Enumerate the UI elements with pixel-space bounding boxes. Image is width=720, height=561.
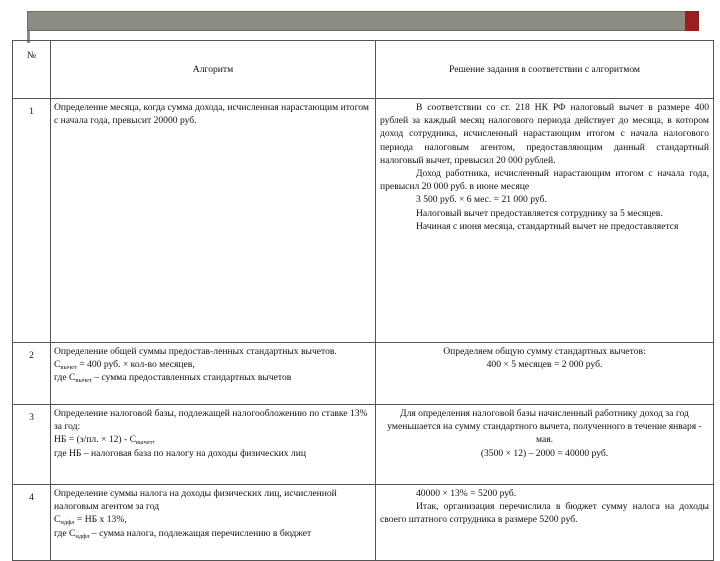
algorithm-formula: НБ = (з/пл. × $12) - С_{вычет}$, [54,434,155,447]
slide-top-bar [27,11,699,31]
solution-para: Начиная с июня месяца, стандартный вычет не предоставляется [416,220,679,232]
solution-para: Определяем общую сумму стандартных вычетов: [443,346,646,357]
algorithm-text: Определение суммы налога на доходы физических лиц, исчисленной налоговым агентом за год [54,488,337,513]
algorithm-text: Определение месяца, когда сумма дохода, исчисленная нарастающим итогом с начала года, превысит 20000 руб. [54,102,369,127]
header-solution: Решение задания в соответствии с алгоритмом [376,41,714,99]
header-num: № [13,41,51,99]
algorithm-text: Определение общей суммы предостав-ленных стандартных вычетов. [54,346,337,357]
table-row [13,343,714,405]
algorithm-table [12,40,714,561]
algorithm-legend: где НБ – налоговая база по налогу на доходы физических лиц [54,447,306,459]
row-num: 3 [13,405,51,485]
solution-formula: 40000 × 13% = 5200 руб. [416,488,517,499]
solution-para: Для определения налоговой базы начисленный работнику доход за год уменьшается на сумму стандартного вычета, полученного в течение января - мая. [387,408,702,446]
row-algorithm [51,405,376,485]
row-solution [376,405,714,485]
algorithm-formula: $С_{вычет} = 400$ руб. × кол-во месяцев, [54,359,195,372]
row-algorithm [51,485,376,561]
row-num: 2 [13,343,51,405]
row-num: 4 [13,485,51,561]
row-solution [376,485,714,561]
row-num: 1 [13,99,51,343]
solution-para: Итак, организация перечислила в бюджет сумму налога на доходы своего штатного сотрудника в размере 5200 руб. [380,501,709,526]
table-row [13,99,714,343]
algorithm-legend: где $С_{вычет}$ – сумма предоставленных стандартных вычетов [54,372,292,385]
solution-formula: 3 500 руб. × 6 мес. = 21 000 руб. [416,194,547,206]
solution-para: В соответствии со ст. 218 НК РФ налоговый вычет в размере 400 рублей за каждый месяц налогового периода действует до месяца, в котором доход сотрудника, исчисленный нарастающим итогом с начала налогового периода налоговым агентом, предоставляющим данный стандартный налоговый вычет, превысил 20 000 рублей. [380,102,709,166]
row-solution [376,343,714,405]
table-row [13,485,714,561]
algorithm-formula: $С_{ндфл}$ = НБ х 13%, [54,514,127,527]
solution-formula: (3500 × 12) – 2000 = 40000 руб. [480,447,609,459]
solution-formula: 400 × 5 месяцев = 2 000 руб. [486,359,603,371]
solution-para: Налоговый вычет предоставляется сотруднику за 5 месяцев. [416,207,663,219]
algorithm-text: Определение налоговой базы, подлежащей налогообложению по ставке 13% за год: [54,408,368,433]
slide-top-accent [685,11,699,31]
table-header-row [13,41,714,99]
row-algorithm [51,99,376,343]
row-algorithm [51,343,376,405]
table-row [13,405,714,485]
solution-para: Доход работника, исчисленный нарастающим итогом с начала года, превысил 20 000 руб. в июне месяце [380,168,709,193]
header-algorithm: Алгоритм [51,41,376,99]
row-solution [376,99,714,343]
algorithm-legend: где $С_{ндфл}$ – сумма налога, подлежащая перечислению в бюджет [54,527,312,540]
